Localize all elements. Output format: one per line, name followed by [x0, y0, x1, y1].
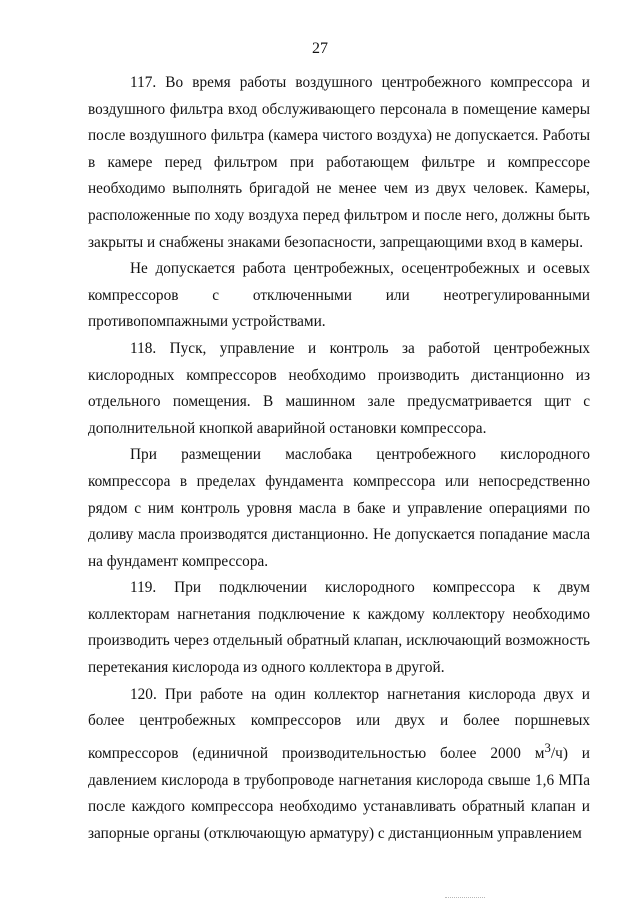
paragraph-119: 119. При подключении кислородного компрессора к двум коллекторам нагнетания подключение к каждому коллектору необходимо производить через отдельный обратный клапан, исключающий возможность перетекания кислорода из одного коллектора в другой. [88, 579, 590, 677]
paragraph-117: 117. Во время работы воздушного центробежного компрессора и воздушного фильтра вход обслуживающего персонала в помещение камеры после воздушного фильтра (камера чистого воздуха) не допускается. Работы в камере перед фильтром при работающем фильтре и компрессоре необходимо выполнять бригадой не менее чем из двух человек. Камеры, расположенные по ходу воздуха перед фильтром и после него, должны быть закрыты и снабжены знаками безопасности, запрещающими вход в камеры. [88, 74, 590, 251]
document-body [88, 70, 590, 847]
paragraph-118: 118. Пуск, управление и контроль за работой центробежных кислородных компрессоров необходимо производить дистанционно из отдельного помещения. В машинном зале предусматривается щит с дополнительной кнопкой аварийной остановки компрессора. [88, 339, 590, 437]
paragraph-120 [88, 682, 590, 848]
paragraph-117-continuation: Не допускается работа центробежных, осецентробежных и осевых компрессоров с отключенными или неотрегулированными противопомпажными устройствами. [88, 260, 590, 331]
paragraph-118-continuation: При размещении маслобака центробежного кислородного компрессора в пределах фундамента компрессора или непосредственно рядом с ним контроль уровня масла в баке и управление операциями по доливу масла производятся дистанционно. Не допускается попадание масла на фундамент компрессора. [88, 446, 590, 570]
page-number: 27 [312, 40, 328, 57]
paragraph-120-text-before: 120. При работе на один коллектор нагнетания кислорода двух и более центробежных компрессоров или двух и более поршневых компрессоров (единичной производительностью более 2000 м [88, 685, 590, 762]
paragraph-120-text-after: /ч) и давлением кислорода в трубопроводе нагнетания кислорода свыше 1,6 МПа после каждого компрессора необходимо устанавливать обратный клапан и запорные органы (отключающую арматуру) с дистанционным управлением [88, 744, 590, 842]
paragraph-120-superscript: 3 [544, 740, 551, 755]
scan-artifact-divider [445, 897, 485, 898]
